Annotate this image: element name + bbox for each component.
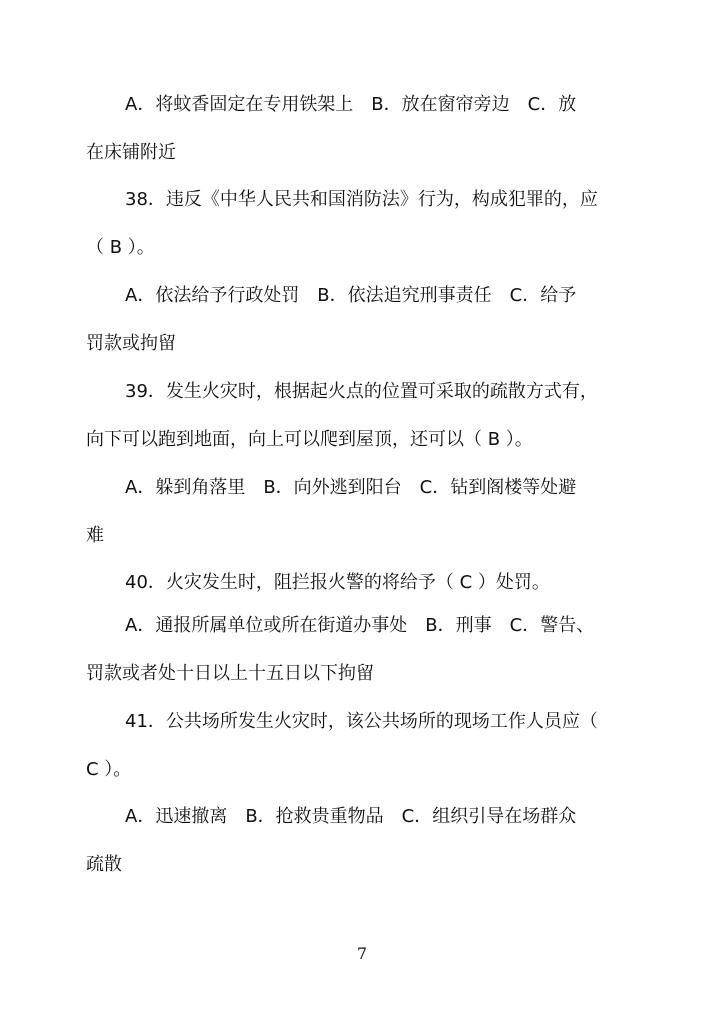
text-line: （ B ）。 bbox=[86, 237, 155, 258]
text-line: A．依法给予行政处罚 B．依法追究刑事责任 C．给予 bbox=[125, 285, 577, 306]
page-number: 7 bbox=[356, 944, 368, 963]
text-line: A．将蚊香固定在专用铁架上 B．放在窗帘旁边 C．放 bbox=[125, 94, 577, 115]
text-line: 难 bbox=[86, 525, 104, 546]
text-line: C ）。 bbox=[86, 759, 132, 780]
text-line: 罚款或者处十日以上十五日以下拘留 bbox=[86, 663, 374, 684]
question-40-line: 40．火灾发生时，阻拦报火警的将给予（ C ）处罚。 bbox=[125, 572, 550, 593]
text-line: 向下可以跑到地面，向上可以爬到屋顶，还可以（ B ）。 bbox=[86, 429, 533, 450]
text-line: 疏散 bbox=[86, 854, 122, 875]
text-line: 在床铺附近 bbox=[86, 142, 176, 163]
question-39-line: 39．发生火灾时，根据起火点的位置可采取的疏散方式有， bbox=[125, 381, 598, 402]
text-line: A．迅速撤离 B．抢救贵重物品 C．组织引导在场群众 bbox=[125, 806, 577, 827]
text-line: A．通报所属单位或所在街道办事处 B．刑事 C．警告、 bbox=[125, 615, 595, 636]
text-line: 罚款或拘留 bbox=[86, 333, 176, 354]
question-41-line: 41．公共场所发生火灾时，该公共场所的现场工作人员应（ bbox=[125, 711, 598, 732]
question-38-line: 38．违反《中华人民共和国消防法》行为，构成犯罪的，应 bbox=[125, 189, 598, 210]
text-line: A．躲到角落里 B．向外逃到阳台 C．钻到阁楼等处避 bbox=[125, 477, 577, 498]
